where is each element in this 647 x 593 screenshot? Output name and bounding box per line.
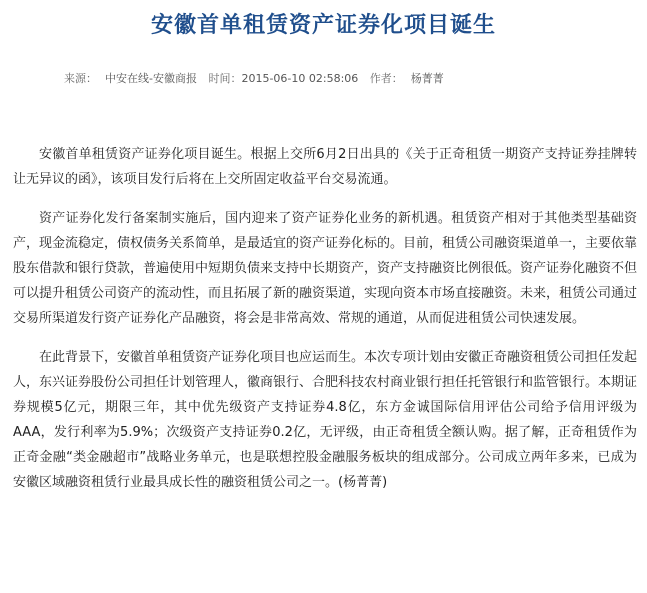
article-body — [13, 142, 637, 509]
source-value: 中安在线-安徽商报 — [105, 72, 197, 85]
time-value: 2015-06-10 02:58:06 — [241, 72, 359, 85]
article-title: 安徽首单租赁资产证券化项目诞生 — [150, 13, 496, 38]
article-paragraph: 安徽首单租赁资产证券化项目诞生。根据上交所6月2日出具的《关于正奇租赁一期资产支持证券挂牌转让无异议的函》，该项目发行后将在上交所固定收益平台交易流通。 — [13, 147, 637, 187]
author-label: 作者： — [369, 72, 403, 85]
article-paragraph: 在此背景下，安徽首单租赁资产证券化项目也应运而生。本次专项计划由安徽正奇融资租赁公司担任发起人，东兴证券股份公司担任计划管理人，徽商银行、合肥科技农村商业银行担任托管银行和监管银行。本期证券规模5亿元，期限三年，其中优先级资产支持证券4.8亿，东方金诚国际信用评估公司给予信用评级为AAA，发行利率为5.9%；次级资产支持证券0.2亿，无评级，由正奇租赁全额认购。据了解，正奇租赁作为正奇金融“类金融超市”战略业务单元，也是联想控股金融服务板块的组成部分。公司成立两年多来，已成为安徽区域融资租赁行业最具成长性的融资租赁公司之一。(杨菁菁) — [13, 350, 638, 490]
article-paragraph: 资产证券化发行备案制实施后，国内迎来了资产证券化业务的新机遇。租赁资产相对于其他类型基础资产，现金流稳定，债权债务关系简单，是最适宜的资产证券化标的。目前，租赁公司融资渠道单一，主要依靠股东借款和银行贷款，普遍使用中短期负债来支持中长期资产，资产支持融资比例很低。资产证券化融资不但可以提升租赁公司资产的流动性，而且拓展了新的融资渠道，实现向资本市场直接融资。未来，租赁公司通过交易所渠道发行资产证券化产品融资，将会是非常高效、常规的通道，从而促进租赁公司快速发展。 — [13, 211, 638, 326]
author-value: 杨菁菁 — [410, 72, 444, 85]
article-meta — [64, 70, 444, 86]
time-label: 时间： — [208, 72, 242, 85]
source-label: 来源： — [64, 72, 97, 85]
